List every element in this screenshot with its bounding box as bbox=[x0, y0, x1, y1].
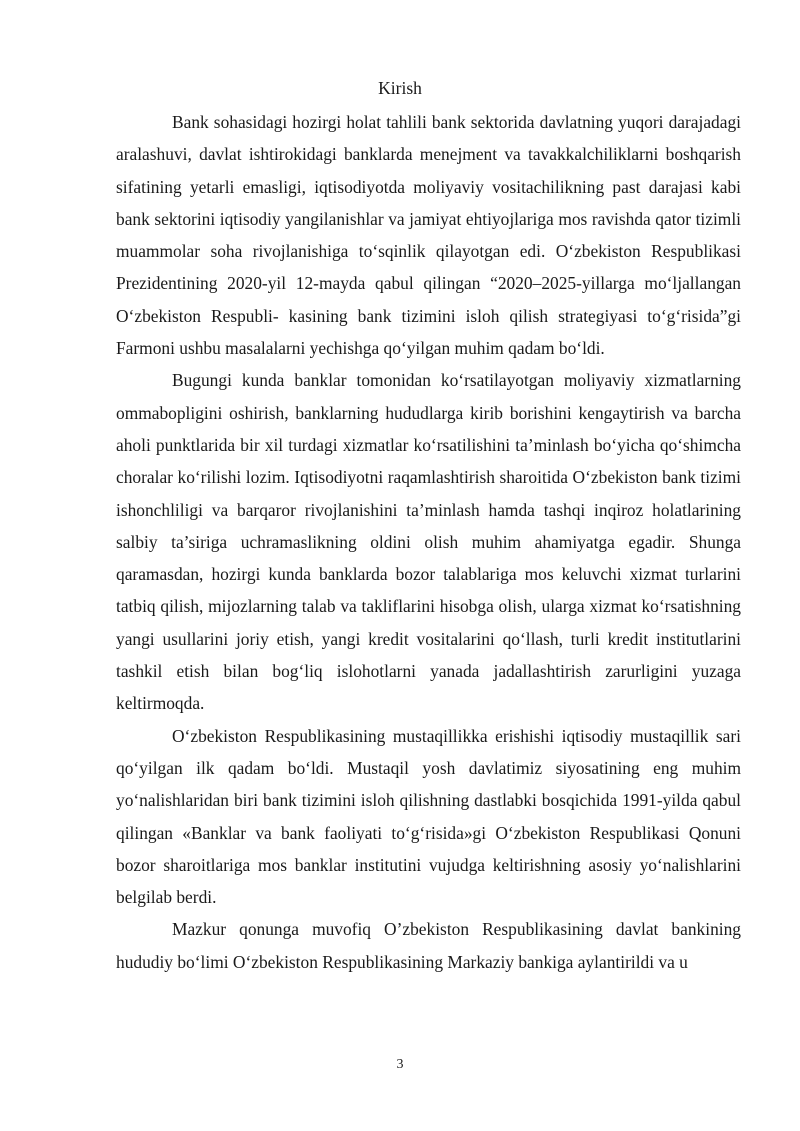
section-heading: Kirish bbox=[378, 78, 422, 98]
paragraph-2: Bugungi kunda banklar tomonidan ko‘rsatilayotgan moliyaviy xizmatlarning ommabopligini oshirish, banklarning hududlarga kirib borishini kengaytirish va barcha aholi punktlarida bir xil turdagi xizmatlar ko‘rsatilishini ta’minlash bo‘yicha qo‘shimcha choralar ko‘rilishi lozim. Iqtisodiyotni raqamlashtirish sharoitida O‘zbekiston bank tizimi ishonchliligi va barqaror rivojlanishini ta’minlash hamda tashqi inqiroz holatlarining salbiy ta’siriga uchramaslikning oldini olish muhim ahamiyatga egadir. Shunga qaramasdan, hozirgi kunda banklarda bozor talablariga mos keluvchi xizmat turlarini tatbiq qilish, mijozlarning talab va takliflarini hisobga olish, ularga xizmat ko‘rsatishning yangi usullarini joriy etish, yangi kredit vositalarini qo‘llash, turli kredit institutlarini tashkil etish bilan bog‘liq islohotlarni yanada jadallashtirish zarurligini yuzaga keltirmoqda. bbox=[116, 370, 741, 714]
paragraph-3: O‘zbekiston Respublikasining mustaqillikka erishishi iqtisodiy mustaqillik sari qo‘yilgan ilk qadam bo‘ldi. Mustaqil yosh davlatimiz siyosatining eng muhim yo‘nalishlaridan biri bank tizimini isloh qilishning dastlabki bosqichida 1991-yilda qabul qilingan «Banklar va bank faoliyati to‘g‘risida»gi O‘zbekiston Respublikasi Qonuni bozor sharoitlariga mos banklar institutini vujudga keltirishning asosiy yo‘nalishlarini belgilab berdi. bbox=[116, 725, 741, 908]
paragraph-1: Bank sohasidagi hozirgi holat tahlili bank sektorida davlatning yuqori darajadagi aralashuvi, davlat ishtirokidagi banklarda menejment va tavakkalchiliklarni boshqarish sifatining yetarli emasligi, iqtisodiyotda moliyaviy vositachilikning past darajasi kabi bank sektorini iqtisodiy yangilanishlar va jamiyat ehtiyojlariga mos ravishda qator tizimli muammolar soha rivojlanishiga to‘sqinlik qilayotgan edi. O‘zbekiston Respublikasi Prezidentining 2020-yil 12-mayda qabul qilingan “2020–2025-yillarga mo‘ljallangan O‘zbekiston Respubli- kasining bank tizimini isloh qilish strategiyasi to‘g‘risida”gi Farmoni ushbu masalalarni yechishga qo‘yilgan muhim qadam bo‘ldi. bbox=[116, 112, 741, 359]
page-number: 3 bbox=[396, 1057, 404, 1072]
paragraph-4: Mazkur qonunga muvofiq O’zbekiston Respublikasining davlat bankining hududiy bo‘limi O‘zbekiston Respublikasining Markaziy bankiga aylantirildi va u bbox=[116, 919, 741, 972]
body-text bbox=[116, 106, 741, 978]
